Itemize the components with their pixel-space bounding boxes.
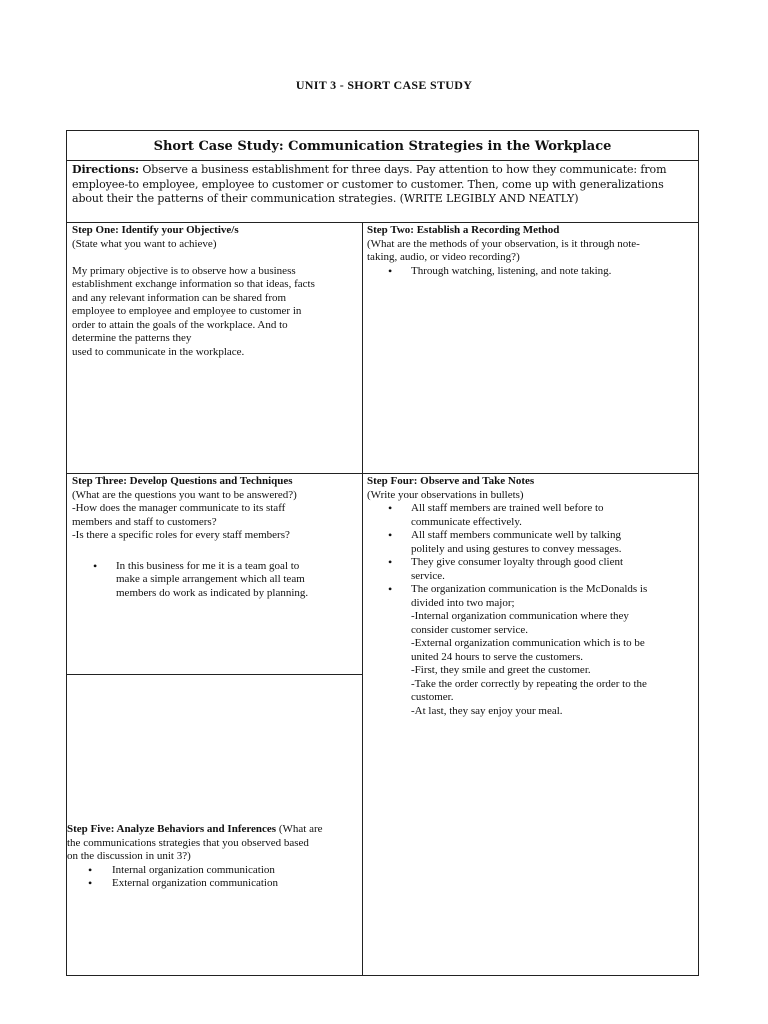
list-item: • Internal organization communication xyxy=(67,864,360,878)
case-study-table xyxy=(66,130,699,976)
step-four-prompt: (Write your observations in bullets) xyxy=(367,488,524,501)
step-three-question-line: -How does the manager communicate to its staff xyxy=(72,502,286,514)
list-item-line: -First, they smile and greet the customer. xyxy=(411,664,591,676)
list-item-line: politely and using gestures to convey messages. xyxy=(411,542,622,555)
step-five-prompt-start: (What are xyxy=(276,823,323,835)
list-item-line: -Internal organization communication where they xyxy=(411,610,629,622)
list-item-line: -At last, they say enjoy your meal. xyxy=(411,704,563,717)
list-item-line: customer. xyxy=(411,691,454,703)
case-study-title: Short Case Study: Communication Strategies in the Workplace xyxy=(153,139,612,154)
column-divider xyxy=(362,222,363,976)
step-two-prompt-line: taking, audio, or video recording?) xyxy=(367,251,520,263)
list-item xyxy=(367,583,695,718)
step-one-heading: Step One: Identify your Objective/s xyxy=(72,224,239,236)
step-five-cell xyxy=(67,823,360,891)
directions-text: Observe a business establishment for three days. Pay attention to how they communicate: from employee-to employee, employee to customer or customer to customer. Then, come up with generalizations about their the patterns of their communication strategies. (WRITE LEGIBLY AND NEATLY) xyxy=(72,163,667,205)
step-three-prompt: (What are the questions you want to be answered?) xyxy=(72,488,297,501)
step-one-answer-line: and any relevant information can be shared from xyxy=(72,291,287,304)
list-item xyxy=(367,529,695,556)
step-one-answer-line: determine the patterns they xyxy=(72,332,192,344)
list-item-line: -Take the order correctly by repeating the order to the xyxy=(411,677,647,690)
step-two-heading: Step Two: Establish a Recording Method xyxy=(367,224,560,236)
step-two-bullets xyxy=(367,265,695,279)
list-item-line: make a simple arrangement which all team xyxy=(116,573,305,585)
list-item xyxy=(367,502,695,529)
step-four-bullets xyxy=(367,502,695,718)
step-three-question-line: members and staff to customers? xyxy=(72,515,217,528)
list-item-line: All staff members are trained well before to xyxy=(411,502,604,514)
step-three-question-line: -Is there a specific roles for every staff members? xyxy=(72,529,290,541)
step-one-answer-line: establishment exchange information so that ideas, facts xyxy=(72,278,315,290)
step-five-heading: Step Five: Analyze Behaviors and Inferences xyxy=(67,823,277,835)
list-item xyxy=(367,556,695,583)
list-item xyxy=(72,560,360,601)
step-four-heading: Step Four: Observe and Take Notes xyxy=(367,475,535,487)
list-item-line: consider customer service. xyxy=(411,623,528,636)
list-item-line: divided into two major; xyxy=(411,596,515,609)
step-one-answer-line: employee to employee and employee to customer in xyxy=(72,305,302,317)
step-one-cell xyxy=(72,224,360,359)
list-item-line: -External organization communication which is to be xyxy=(411,637,645,649)
list-item: • External organization communication xyxy=(67,877,360,891)
step-one-prompt: (State what you want to achieve) xyxy=(72,237,217,250)
table-rule xyxy=(67,473,698,474)
directions-label: Directions: xyxy=(72,163,139,176)
step-three-heading: Step Three: Develop Questions and Techniques xyxy=(72,475,293,487)
table-rule xyxy=(67,222,698,223)
step-one-answer-line: My primary objective is to observe how a business xyxy=(72,264,296,277)
directions xyxy=(72,163,692,207)
list-item-line: All staff members communicate well by talking xyxy=(411,529,621,541)
list-item: • Through watching, listening, and note taking. xyxy=(367,265,695,279)
step-three-cell xyxy=(72,475,360,600)
table-rule xyxy=(67,160,698,161)
step-five-bullets xyxy=(67,864,360,891)
list-item-line: communicate effectively. xyxy=(411,515,522,528)
step-three-bullets xyxy=(72,560,360,601)
list-item-line: service. xyxy=(411,569,445,582)
step-one-answer-line: order to attain the goals of the workplace. And to xyxy=(72,318,288,331)
step-four-cell xyxy=(367,475,695,718)
list-item-line: In this business for me it is a team goal to xyxy=(116,559,300,572)
list-item-line: members do work as indicated by planning. xyxy=(116,586,309,599)
document-title: UNIT 3 - SHORT CASE STUDY xyxy=(295,78,473,92)
step-five-prompt-line: the communications strategies that you observed based xyxy=(67,836,309,849)
step-two-cell xyxy=(367,224,695,278)
step-five-prompt-line: on the discussion in unit 3?) xyxy=(67,850,191,862)
list-item-line: The organization communication is the McDonalds is xyxy=(411,583,648,595)
table-rule xyxy=(67,674,362,675)
list-item-line: united 24 hours to serve the customers. xyxy=(411,650,583,663)
list-item-line: They give consumer loyalty through good client xyxy=(411,556,624,568)
step-one-answer-line: used to communicate in the workplace. xyxy=(72,345,245,358)
step-two-prompt-line: (What are the methods of your observation, is it through note- xyxy=(367,237,640,250)
